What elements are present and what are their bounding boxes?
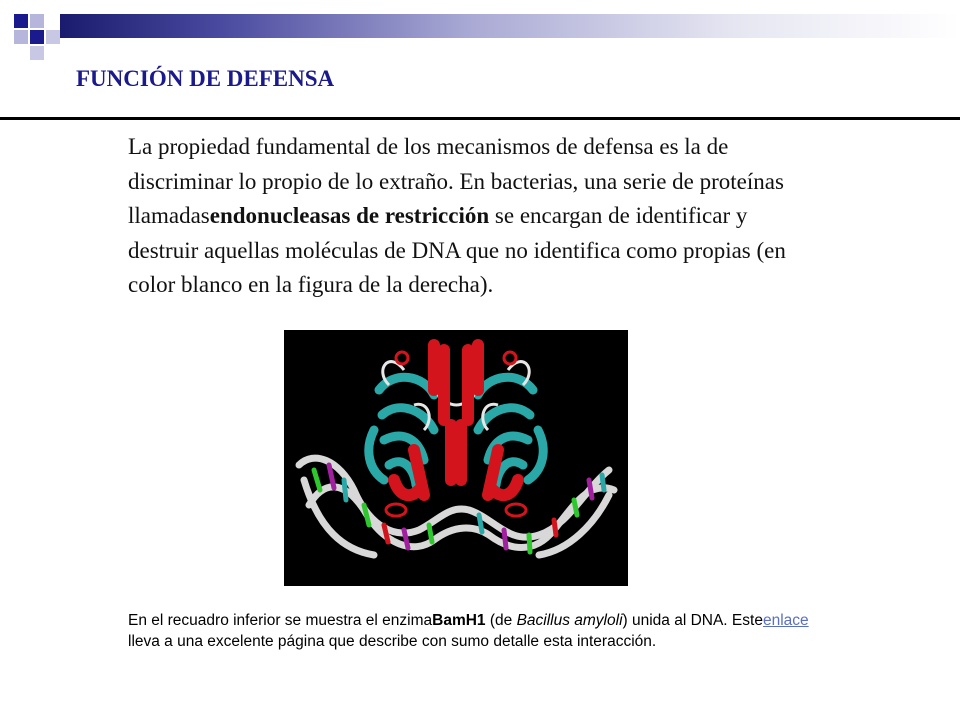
species-name: Bacillus amyloli (516, 612, 623, 629)
title-divider (0, 117, 960, 120)
enzyme-name: BamH1 (432, 612, 486, 629)
caption-text-3: ) unida al DNA. Este (622, 612, 763, 629)
body-bold-term: endonucleasas de restricción (209, 203, 490, 228)
caption-text-2: (de (485, 612, 517, 629)
header-square-decoration (14, 30, 28, 44)
figure-caption (128, 610, 828, 652)
header-square-decoration (14, 14, 28, 28)
header-square-decoration (30, 14, 44, 28)
header-square-decoration (30, 30, 44, 44)
header-square-decoration (46, 30, 60, 44)
protein-loops (383, 362, 529, 430)
header-gradient-bar (60, 14, 960, 38)
body-text-start: La propiedad fundamental de los mecanismos de defensa es la de discriminar lo propio de lo extraño. En bacterias, una serie de proteínas llamadas (128, 134, 784, 228)
protein-dna-image (284, 330, 628, 586)
caption-text-1: En el recuadro inferior se muestra el enzima (128, 612, 433, 629)
slide-title: FUNCIÓN DE DEFENSA (76, 66, 335, 91)
bamh1-dna-illustration (284, 330, 628, 586)
body-text-end: se encargan de identificar y destruir aquellas moléculas de DNA que no identifica como propias (en color blanco en la figura de la derecha). (128, 203, 786, 297)
body-paragraph (128, 130, 808, 303)
external-page-link[interactable]: enlace (762, 612, 809, 629)
caption-text-4: lleva a una excelente página que describe con sumo detalle esta interacción. (128, 633, 657, 650)
header-square-decoration (30, 46, 44, 60)
